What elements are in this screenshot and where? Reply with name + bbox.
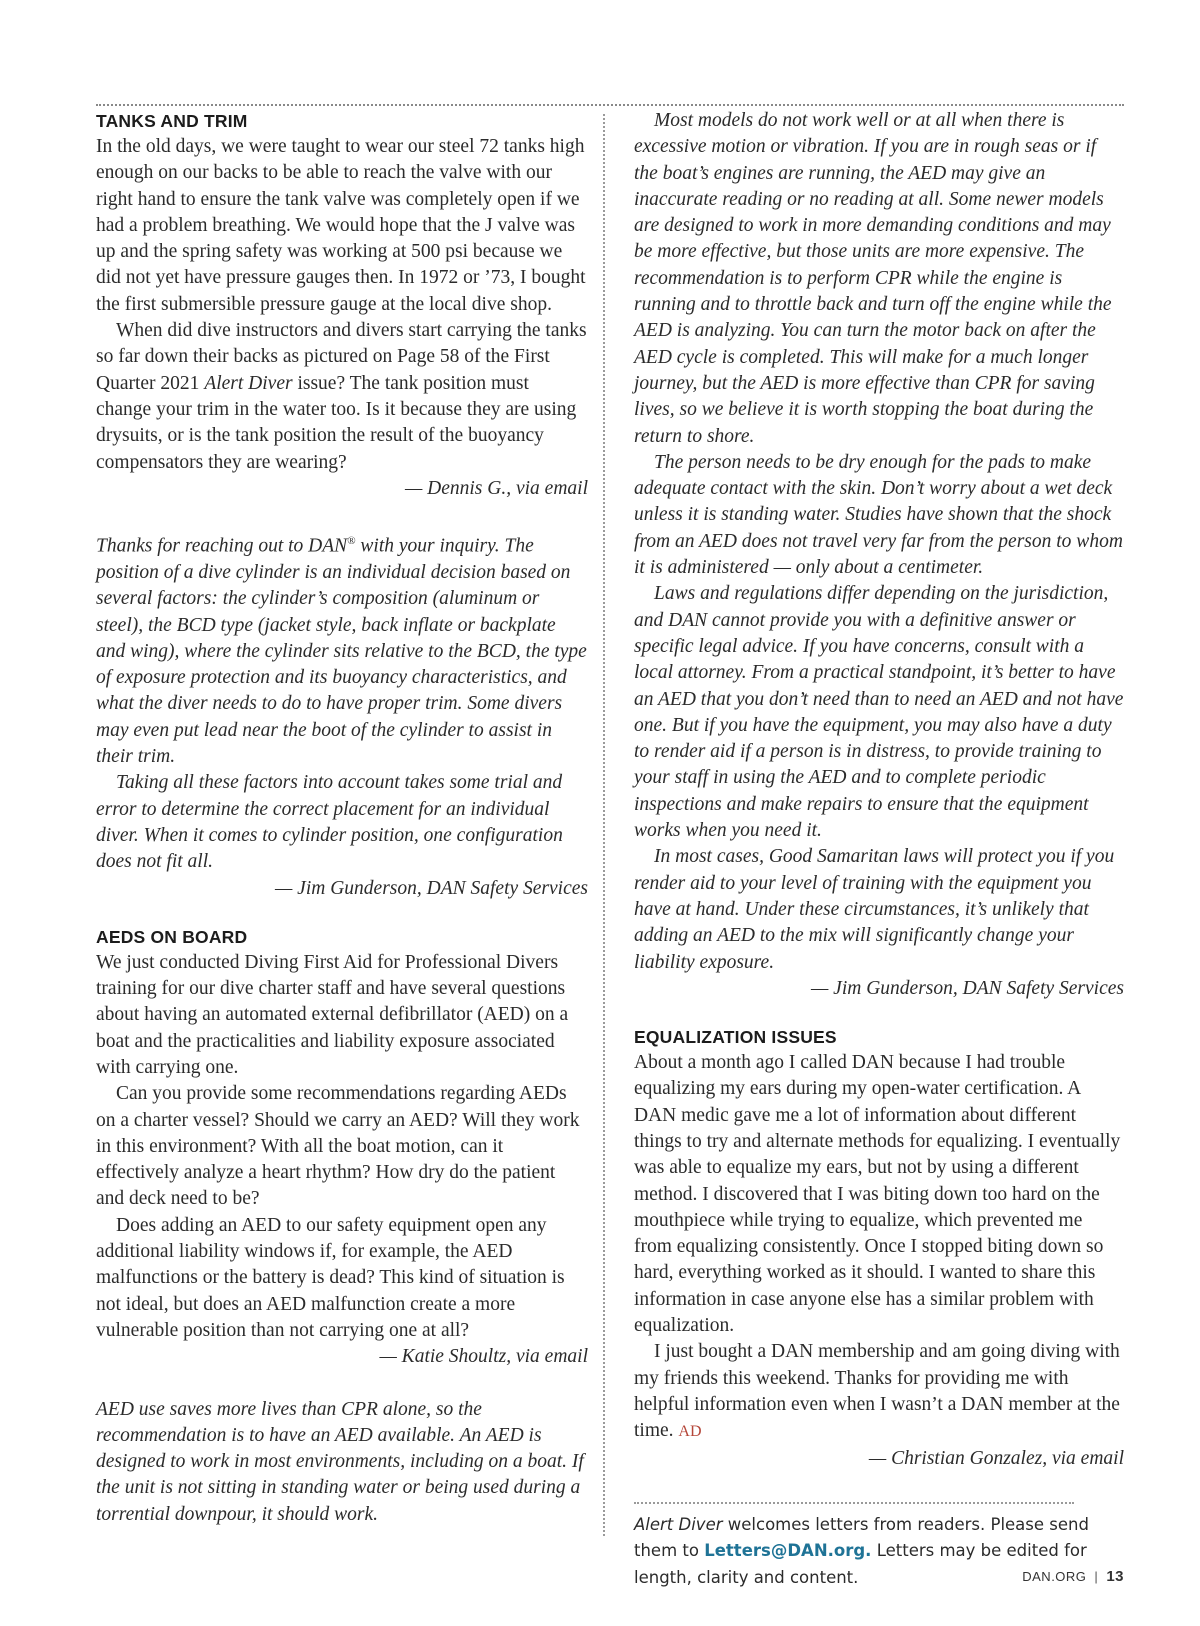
letter-paragraph: [634, 1339, 1124, 1445]
reply-text: Thanks for reaching out to DAN: [96, 535, 348, 557]
reply-text: with your inquiry. The position of a dive cylinder is an individual decision based on several factors: the cylinder’s composition (aluminum or steel), the BCD type (jacket style, back inflate or backplate and wing), where the cylinder sits relative to the BCD, the type of exposure protection and its buoyancy characteristics, and what the diver needs to do to have proper trim. Some divers may even put lead near the boot of the cylinder to assist in their trim.: [96, 535, 587, 768]
left-column: [96, 108, 588, 1528]
reply-paragraph: [96, 528, 588, 770]
letter-paragraph: Can you provide some recommendations regarding AEDs on a charter vessel? Should we carry an AED? Will they work in this environment? With all the boat motion, can it effectively analyze a heart rhythm? How dry do the patient and deck need to be?: [96, 1083, 580, 1210]
letter-paragraph: Does adding an AED to our safety equipment open any additional liability windows if, for example, the AED malfunctions or the battery is dead? This kind of situation is not ideal, but does an AED malfunction create a more vulnerable position than not carrying one at all?: [96, 1214, 565, 1341]
reply-signature: — Jim Gunderson, DAN Safety Services: [810, 977, 1124, 999]
section-heading-aeds: AEDS ON BOARD: [96, 926, 248, 947]
footer-site: DAN.ORG: [1022, 1569, 1087, 1584]
magazine-title: Alert Diver: [204, 372, 293, 394]
letter-paragraph: [96, 318, 588, 476]
right-column: [634, 108, 1124, 1591]
top-dotted-rule: [96, 104, 1124, 106]
letter-paragraph: We just conducted Diving First Aid for Professional Divers training for our dive charter staff and have several questions about having an automated external defibrillator (AED) on a boat and the practicalities and liability exposure associated with carrying one.: [96, 951, 569, 1078]
column-divider: [603, 114, 605, 1536]
footer-separator: |: [1094, 1569, 1099, 1584]
note-text: welcomes letters from readers. Please send them to: [634, 1514, 1089, 1561]
letter-text: When did dive instructors and divers start carrying the tanks so far down their backs as pictured on Page 58 of the First Quarter 2021: [96, 320, 587, 394]
letter-signature: — Dennis G., via email: [404, 477, 588, 499]
letters-email-link[interactable]: Letters@DAN.org.: [704, 1541, 872, 1561]
reply-paragraph: AED use saves more lives than CPR alone, so the recommendation is to have an AED available. An AED is designed to work in most environments, including on a boat. If the unit is not sitting in standing water or being used during a torrential downpour, it should work.: [96, 1398, 584, 1525]
letter-paragraph: In the old days, we were taught to wear our steel 72 tanks high enough on our backs to be able to reach the valve with our right hand to ensure the tank valve was completely open if we had a problem breathing. We would hope that the J valve was up and the spring safety was working at 500 psi because we did not yet have pressure gauges then. In 1972 or ’73, I bought the first submersible pressure gauge at the local dive shop.: [96, 136, 586, 315]
reply-paragraph: Most models do not work well or at all when there is excessive motion or vibration. If you are in rough seas or if the boat’s engines are running, the AED may give an inaccurate reading or no reading at all. Some newer models are designed to work in more demanding conditions and may be more effective, but those units are more expensive. The recommendation is to perform CPR while the engine is running and to throttle back and turn off the engine while the AED is analyzing. You can turn the motor back on after the AED cycle is completed. This will make for a much longer journey, but the AED is more effective than CPR for saving lives, so we believe it is worth stopping the boat during the return to shore.: [634, 110, 1112, 447]
reply-paragraph: The person needs to be dry enough for the pads to make adequate contact with the skin. Don’t worry about a wet deck unless it is standing water. Studies have shown that the shock from an AED does not travel very far from the person to whom it is administered — only about a centimeter.: [634, 451, 1123, 579]
section-heading-tanks: TANKS AND TRIM: [96, 111, 248, 131]
page-footer: [1022, 1568, 1124, 1585]
reply-paragraph: Taking all these factors into account takes some trial and error to determine the correct placement for an individual diver. When it comes to cylinder position, one configuration does not fit all.: [96, 772, 563, 873]
reply-paragraph: Laws and regulations differ depending on the jurisdiction, and DAN cannot provide you with a definitive answer or specific legal advice. If you have concerns, consult with a local attorney. From a practical standpoint, it’s better to have an AED that you don’t need than to need an AED and not have one. But if you have the equipment, you may also have a duty to render aid if a person is in distress, to provide training to your staff in using the AED and to complete periodic inspections and make repairs to ensure that the equipment works when you need it.: [634, 583, 1124, 842]
note-dotted-rule: [634, 1502, 1074, 1504]
letter-signature: — Christian Gonzalez, via email: [868, 1447, 1124, 1469]
page-number: 13: [1106, 1568, 1124, 1585]
magazine-title: Alert Diver: [634, 1514, 723, 1534]
letter-paragraph: About a month ago I called DAN because I had trouble equalizing my ears during my open-water certification. A DAN medic gave me a lot of information about different things to try and alternate methods for equalizing. I eventually was able to equalize my ears, but not by using a different method. I discovered that I was biting down too hard on the mouthpiece while trying to equalize, which prevented me from equalizing consistently. Once I stopped biting down so hard, everything worked as it should. I wanted to share this information in case anyone else has a similar problem with equalization.: [634, 1052, 1121, 1337]
reply-paragraph: In most cases, Good Samaritan laws will protect you if you render aid to your level of training with the equipment you have at hand. Under these circumstances, it’s unlikely that adding an AED to the mix will significantly change your liability exposure.: [634, 846, 1115, 973]
letter-signature: — Katie Shoultz, via email: [379, 1346, 588, 1368]
letter-text: issue? The tank position must change your trim in the water too. Is it because they are using drysuits, or is the tank position the result of the buoyancy compensators they are wearing?: [96, 372, 577, 473]
end-mark-icon: AD: [678, 1423, 702, 1441]
registered-mark: ®: [347, 535, 356, 548]
note-text: Letters may be edited for length, clarity and content.: [634, 1541, 1087, 1587]
section-heading-equalization: EQUALIZATION ISSUES: [634, 1027, 837, 1048]
reply-signature: — Jim Gunderson, DAN Safety Services: [274, 877, 588, 899]
letter-text: I just bought a DAN membership and am going diving with my friends this weekend. Thanks for providing me with helpful information even when I wasn’t a DAN member at the time.: [634, 1341, 1120, 1442]
